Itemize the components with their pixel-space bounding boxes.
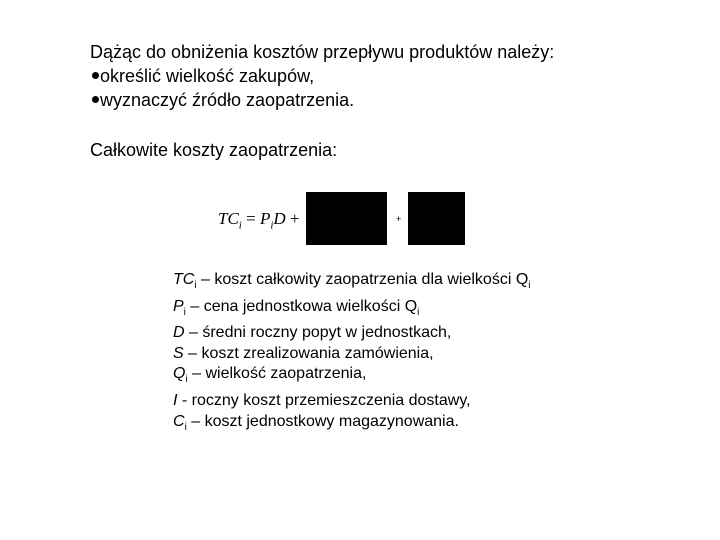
legend-symbol-sub: i — [184, 421, 187, 433]
legend-text: – wielkość zaopatrzenia, — [187, 365, 367, 383]
legend-symbol: TC — [173, 271, 195, 288]
formula-small-plus: + — [396, 214, 402, 224]
legend-text: – koszt jednostkowy magazynowania. — [186, 412, 459, 430]
legend-symbol-sub: i — [185, 374, 188, 386]
bullet-item-1 — [90, 64, 554, 88]
redacted-formula-term-2 — [408, 192, 465, 245]
legend-row-i — [173, 391, 531, 412]
redacted-formula-term-1 — [306, 192, 387, 245]
legend-row-d — [173, 323, 531, 344]
legend-symbol: P — [173, 297, 184, 315]
section-title: Całkowite koszty zaopatrzenia: — [90, 140, 338, 160]
legend-text: – koszt zrealizowania zamówienia, — [183, 344, 434, 362]
legend-tail-sub: i — [528, 280, 531, 292]
legend-text: - roczny koszt przemieszczenia dostawy, — [177, 392, 471, 410]
formula — [218, 209, 300, 235]
formula-tc-sub: i — [238, 219, 242, 232]
bullet-item-2 — [90, 88, 554, 112]
legend-symbol: S — [173, 344, 184, 362]
bullet-dot-icon — [92, 72, 99, 79]
formula-p: P — [259, 209, 271, 228]
legend-text: – koszt całkowity zaopatrzenia dla wielkości Q — [196, 271, 529, 288]
formula-tc: TC — [218, 209, 239, 228]
legend-row-tc — [173, 270, 531, 297]
legend-symbol: I — [173, 392, 178, 410]
formula-equals: = — [241, 209, 260, 228]
formula-p-sub: i — [270, 219, 274, 232]
legend-row-q — [173, 364, 531, 391]
legend-text: – cena jednostkowa wielkości Q — [185, 297, 418, 315]
legend-symbol-sub: i — [183, 306, 186, 318]
legend-symbol: D — [173, 324, 185, 342]
bullet-dot-icon — [92, 96, 99, 103]
bullet-text-1: określić wielkość zakupów, — [100, 66, 315, 86]
intro-heading: Dążąc do obniżenia kosztów przepływu produktów należy: — [90, 42, 555, 62]
legend-symbol-sub: i — [194, 280, 197, 292]
intro-block — [90, 40, 554, 112]
legend-text: – średni roczny popyt w jednostkach, — [184, 324, 452, 342]
legend-row-p — [173, 297, 531, 324]
legend — [173, 270, 531, 438]
formula-d: D — [273, 209, 286, 228]
legend-row-s — [173, 344, 531, 365]
bullet-text-2: wyznaczyć źródło zaopatrzenia. — [100, 90, 355, 110]
legend-row-c — [173, 412, 531, 439]
formula-plus: + — [285, 209, 300, 228]
legend-symbol: C — [173, 412, 185, 430]
legend-symbol: Q — [173, 365, 186, 383]
legend-tail-sub: i — [417, 306, 420, 318]
